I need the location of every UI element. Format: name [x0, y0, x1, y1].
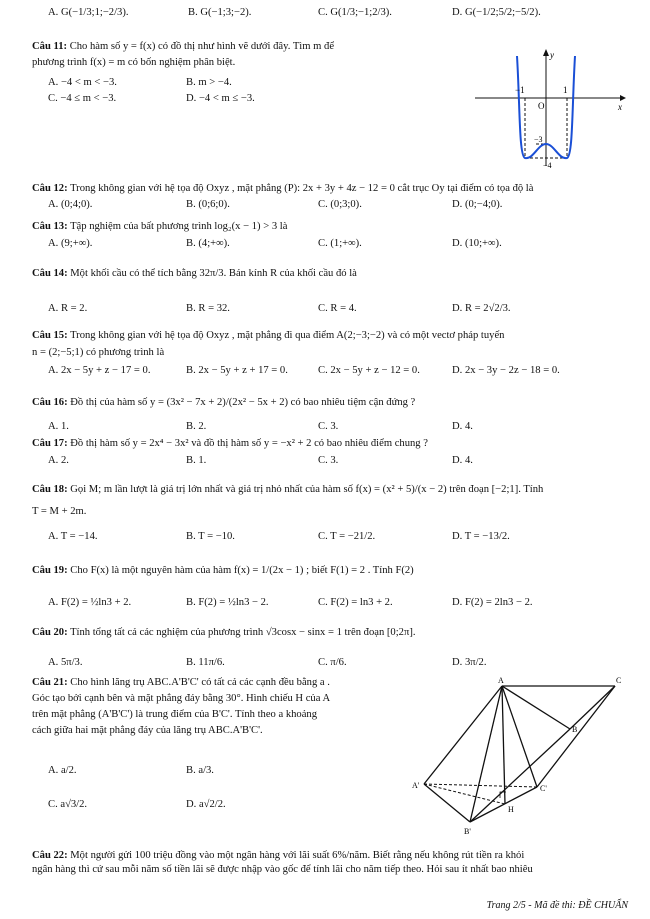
q18-number: Câu 18:: [32, 484, 68, 495]
q12-option-a: A. (0;4;0).: [48, 199, 93, 210]
q15-number: Câu 15:: [32, 330, 68, 341]
q21-option-a: A. a/2.: [48, 765, 77, 776]
x-axis-label: x: [618, 102, 622, 112]
q13-option-d: D. (10;+∞).: [452, 238, 502, 249]
q14-option-c: C. R = 4.: [318, 303, 357, 314]
q21-line4: cách giữa hai mặt phẳng đáy của lăng trụ ABC.A'B'C'.: [32, 725, 263, 736]
q20-line: [32, 626, 416, 639]
q16-option-b: B. 2.: [186, 421, 207, 432]
q15-option-c: C. 2x − 5y + z − 12 = 0.: [318, 365, 420, 376]
tick-minus3: −3: [534, 135, 543, 144]
page-footer: Trang 2/5 - Mã đề thi: ĐỀ CHUẨN: [486, 900, 628, 911]
q17-option-d: D. 4.: [452, 455, 473, 466]
q14-option-d: D. R = 2√2/3.: [452, 303, 511, 314]
q14-number: Câu 14:: [32, 268, 68, 279]
edge-a1c1-hidden: [424, 784, 537, 787]
q20-number: Câu 20:: [32, 627, 68, 638]
q11-option-c: C. −4 ≤ m < −3.: [48, 93, 117, 104]
q20-text: Tính tổng tất cả các nghiệm của phương trình √3cosx − sinx = 1 trên đoạn [0;2π].: [70, 627, 416, 638]
edge-bc: [570, 686, 615, 729]
label-b1: B': [464, 827, 471, 836]
q14-option-a: A. R = 2.: [48, 303, 88, 314]
origin-label: O: [538, 101, 545, 111]
q11-text: Cho hàm số y = f(x) có đồ thị như hình vẽ dưới đây. Tìm m để: [69, 41, 335, 52]
q11-line1: [32, 40, 334, 53]
q18-line2: T = M + 2m.: [32, 506, 87, 517]
q22-text: Một người gửi 100 triệu đồng vào một ngân hàng với lãi suất 6%/năm. Biết rằng nếu không rút tiền ra khỏi: [70, 850, 525, 861]
q20-option-b: B. 11π/6.: [186, 657, 225, 668]
q17-option-c: C. 3.: [318, 455, 339, 466]
q16-option-d: D. 4.: [452, 421, 473, 432]
y-axis-label: y: [550, 50, 554, 60]
x-axis-arrow-icon: [620, 95, 626, 101]
q22-line1: [32, 849, 524, 862]
q11-option-b: B. m > −4.: [186, 77, 232, 88]
q11-number: Câu 11:: [32, 41, 68, 52]
q21-option-b: B. a/3.: [186, 765, 214, 776]
q20-option-d: D. 3π/2.: [452, 657, 487, 668]
q15-line2: n = (2;−5;1) có phương trình là: [32, 347, 165, 358]
q13-line: [32, 220, 287, 233]
q19-option-b: B. F(2) = ½ln3 − 2.: [186, 597, 269, 608]
q21-number: Câu 21:: [32, 677, 68, 688]
q13-option-a: A. (9;+∞).: [48, 238, 93, 249]
q16-line: [32, 396, 415, 409]
edge-ab: [502, 686, 570, 729]
q21-line1: [32, 676, 330, 689]
q12-option-c: C. (0;3;0).: [318, 199, 362, 210]
label-c: C: [616, 676, 622, 685]
q17-option-a: A. 2.: [48, 455, 69, 466]
q17-option-b: B. 1.: [186, 455, 207, 466]
q11-option-d: D. −4 < m ≤ −3.: [186, 93, 255, 104]
q14-text: Một khối cầu có thể tích bằng 32π/3. Bán kính R của khối cầu đó là: [70, 268, 357, 279]
q15-option-a: A. 2x − 5y + z − 17 = 0.: [48, 365, 151, 376]
q16-number: Câu 16:: [32, 397, 68, 408]
q17-text: Đồ thị hàm số y = 2x⁴ − 3x² và đồ thị hàm số y = −x² + 2 có bao nhiêu điểm chung ?: [70, 438, 428, 449]
q21-line3: trên mặt phẳng (A'B'C') là trung điểm của B'C'. Tính theo a khoảng: [32, 709, 318, 720]
tick-plus1: 1: [563, 85, 568, 95]
q17-line: [32, 437, 428, 450]
label-a1: A': [412, 781, 420, 790]
q15-text: Trong không gian với hệ tọa độ Oxyz , mặt phẳng đi qua điểm A(2;−3;−2) và có một vectơ pháp tuyến: [70, 330, 505, 341]
q13-text: Tập nghiệm của bất phương trình log₂(x − 1) > 3 là: [70, 221, 288, 232]
q14-line: [32, 267, 357, 280]
q21-option-c: C. a√3/2.: [48, 799, 88, 810]
q16-option-a: A. 1.: [48, 421, 69, 432]
label-c1: C': [540, 784, 547, 793]
edge-cc1: [537, 686, 615, 787]
q12-option-d: D. (0;−4;0).: [452, 199, 503, 210]
q12-number: Câu 12:: [32, 183, 68, 194]
q15-line1: [32, 329, 504, 342]
q13-option-b: B. (4;+∞).: [186, 238, 230, 249]
q15-option-d: D. 2x − 3y − 2z − 18 = 0.: [452, 365, 560, 376]
tick-minus4: −4: [543, 161, 552, 170]
q19-number: Câu 19:: [32, 565, 68, 576]
q18-option-a: A. T = −14.: [48, 531, 98, 542]
q18-text: Gọi M; m lần lượt là giá trị lớn nhất và giá trị nhỏ nhất của hàm số f(x) = (x² + 5)/(x − 2) trên đoạn [−2;1]. Tính: [70, 484, 544, 495]
y-axis-arrow-icon: [543, 49, 549, 56]
q21-text: Cho hình lăng trụ ABC.A'B'C' có tất cả các cạnh đều bằng a .: [70, 677, 330, 688]
q18-option-c: C. T = −21/2.: [318, 531, 376, 542]
q15-option-b: B. 2x − 5y + z + 17 = 0.: [186, 365, 288, 376]
q21-line2: Góc tạo bởi cạnh bên và mặt phẳng đáy bằng 30°. Hình chiếu H của A: [32, 693, 331, 704]
q12-text: Trong không gian với hệ tọa độ Oxyz , mặt phẳng (P): 2x + 3y + 4z − 12 = 0 cắt trục Oy tại điểm có tọa độ là: [70, 183, 534, 194]
edge-a1b1: [424, 784, 470, 822]
q16-option-c: C. 3.: [318, 421, 339, 432]
q20-option-a: A. 5π/3.: [48, 657, 83, 668]
q19-text: Cho F(x) là một nguyên hàm của hàm f(x) = 1/(2x − 1) ; biết F(1) = 2 . Tính F(2): [70, 565, 414, 576]
tick-minus1: −1: [515, 85, 525, 95]
q11-function-graph: [470, 46, 630, 176]
label-b: B: [572, 725, 578, 734]
q10-option-d: D. G(−1/2;5/2;−5/2).: [452, 7, 541, 18]
q16-text: Đồ thị của hàm số y = (3x² − 7x + 2)/(2x² − 5x + 2) có bao nhiêu tiệm cận đứng ?: [70, 397, 416, 408]
q19-line: [32, 564, 414, 577]
q21-option-d: D. a√2/2.: [186, 799, 226, 810]
q20-option-c: C. π/6.: [318, 657, 347, 668]
q21-prism-figure: [410, 674, 635, 839]
q10-option-a: A. G(−1/3;1;−2/3).: [48, 7, 129, 18]
q13-option-c: C. (1;+∞).: [318, 238, 362, 249]
q22-number: Câu 22:: [32, 850, 68, 861]
q17-number: Câu 17:: [32, 438, 68, 449]
q11-option-a: A. −4 < m < −3.: [48, 77, 117, 88]
label-a: A: [498, 676, 504, 685]
q18-option-d: D. T = −13/2.: [452, 531, 510, 542]
q10-option-b: B. G(−1;3;−2).: [188, 7, 252, 18]
q18-option-b: B. T = −10.: [186, 531, 235, 542]
q13-number: Câu 13:: [32, 221, 68, 232]
q18-line1: [32, 483, 543, 496]
label-h: H: [508, 805, 514, 814]
q10-option-c: C. G(1/3;−1;2/3).: [318, 7, 392, 18]
q19-option-a: A. F(2) = ½ln3 + 2.: [48, 597, 132, 608]
q19-option-c: C. F(2) = ln3 + 2.: [318, 597, 393, 608]
q19-option-d: D. F(2) = 2ln3 − 2.: [452, 597, 533, 608]
q11-line2: phương trình f(x) = m có bốn nghiệm phân biệt.: [32, 57, 236, 68]
q22-line2: ngân hàng thì cứ sau mỗi năm số tiền lãi sẽ được nhập vào gốc để tính lãi cho năm tiếp theo. Hỏi sau ít nhất bao nhiêu: [32, 864, 533, 875]
edge-ac1: [502, 686, 537, 787]
q14-option-b: B. R = 32.: [186, 303, 230, 314]
edge-bb1: [470, 729, 570, 822]
q12-line: [32, 182, 533, 195]
q12-option-b: B. (0;6;0).: [186, 199, 230, 210]
